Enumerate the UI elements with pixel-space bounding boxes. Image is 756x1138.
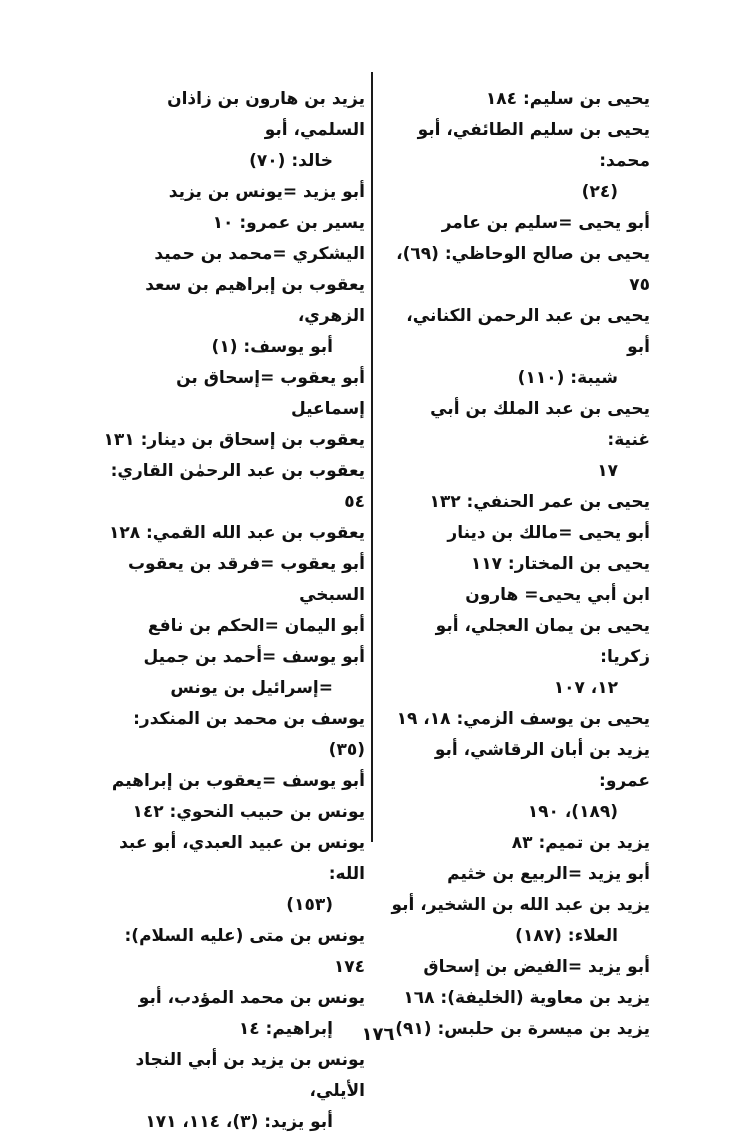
index-entry: يونس بن عبيد العبدي، أبو عبد الله: [119,833,365,884]
index-entry: يزيد بن عبد الله بن الشخير، أبو [391,895,650,915]
index-entry: يحيى بن عمر الحنفي: ١٣٢ [429,492,650,512]
index-entry: =إسرائيل بن يونس [170,678,333,698]
index-entry: يحيى بن عبد الرحمن الكناني، أبو [406,306,650,357]
index-entry: أبو يحيى =سليم بن عامر [441,213,650,233]
index-entry: يحيى بن سليم: ١٨٤ [485,89,650,109]
index-entry: أبو يعقوب =فرقد بن يعقوب السبخي [127,554,365,605]
index-entry: إبراهيم: ١٤ [238,1019,333,1039]
index-entry: (٢٤) [581,182,618,202]
index-entry: أبو يوسف =يعقوب بن إبراهيم [111,771,365,791]
index-column-left [100,84,365,1138]
index-entry: أبو يزيد =الفيض بن إسحاق [423,957,650,977]
index-entry: يونس بن حبيب النحوي: ١٤٢ [132,802,365,822]
index-entry: يزيد بن أبان الرقاشي، أبو عمرو: [434,740,650,791]
index-entry: أبو يزيد =يونس بن يزيد [168,182,365,202]
index-entry: يزيد بن هارون بن زاذان السلمي، أبو [167,89,365,140]
index-entry: شيبة: (١١٠) [517,368,618,388]
index-entry: اليشكري =محمد بن حميد [154,244,365,264]
index-entry: يحيى بن المختار: ١١٧ [470,554,650,574]
index-entry: يحيى بن صالح الوحاظي: (٦٩)، ٧٥ [396,244,650,295]
index-entry: يحيى بن يوسف الزمي: ١٨، ١٩ [396,709,650,729]
index-entry: يعقوب بن عبد الرحمٰن القاري: ٥٤ [110,461,365,512]
index-entry: أبو يزيد: (٣)، ١١٤، ١٧١ [145,1112,333,1132]
index-column-right [388,84,650,1045]
index-entry: (١٥٣) [286,895,333,915]
index-entry: يونس بن يزيد بن أبي النجاد الأيلي، [135,1050,365,1101]
index-entry: ابن أبي يحيى= هارون [465,585,650,605]
index-entry: يزيد بن تميم: ٨٣ [511,833,650,853]
index-entry: أبو يوسف: (١) [211,337,333,357]
column-divider [371,72,373,842]
index-entry: ١٢، ١٠٧ [553,678,618,698]
index-entry: خالد: (٧٠) [249,151,333,171]
index-entry: يحيى بن يمان العجلي، أبو زكريا: [435,616,650,667]
index-entry: أبو يوسف =أحمد بن جميل [143,647,365,667]
index-entry: ١٧ [597,461,618,481]
index-entry: يسير بن عمرو: ١٠ [212,213,365,233]
index-entry: يزيد بن معاوية (الخليفة): ١٦٨ [403,988,650,1008]
index-entry: أبو يعقوب =إسحاق بن إسماعيل [176,368,365,419]
index-entry: (١٨٩)، ١٩٠ [527,802,618,822]
index-entry: يونس بن محمد المؤدب، أبو [138,988,365,1008]
index-entry: يزيد بن ميسرة بن حلبس: (٩١) [395,1019,650,1039]
index-entry: يحيى بن عبد الملك بن أبي غنية: [430,399,650,450]
index-entry: يعقوب بن إسحاق بن دينار: ١٣١ [103,430,365,450]
index-entry: أبو يحيى =مالك بن دينار [447,523,650,543]
index-entry: يوسف بن محمد بن المنكدر: (٣٥) [133,709,365,760]
index-entry: يعقوب بن عبد الله القمي: ١٢٨ [108,523,365,543]
index-entry: العلاء: (١٨٧) [515,926,618,946]
index-entry: يحيى بن سليم الطائفي، أبو محمد: [417,120,650,171]
index-entry: يونس بن متى (عليه السلام): ١٧٤ [124,926,365,977]
page-number: ١٧٦ [361,1024,395,1045]
index-entry: أبو اليمان =الحكم بن نافع [147,616,365,636]
index-entry: يعقوب بن إبراهيم بن سعد الزهري، [145,275,365,326]
index-entry: أبو يزيد =الربيع بن خثيم [447,864,650,884]
